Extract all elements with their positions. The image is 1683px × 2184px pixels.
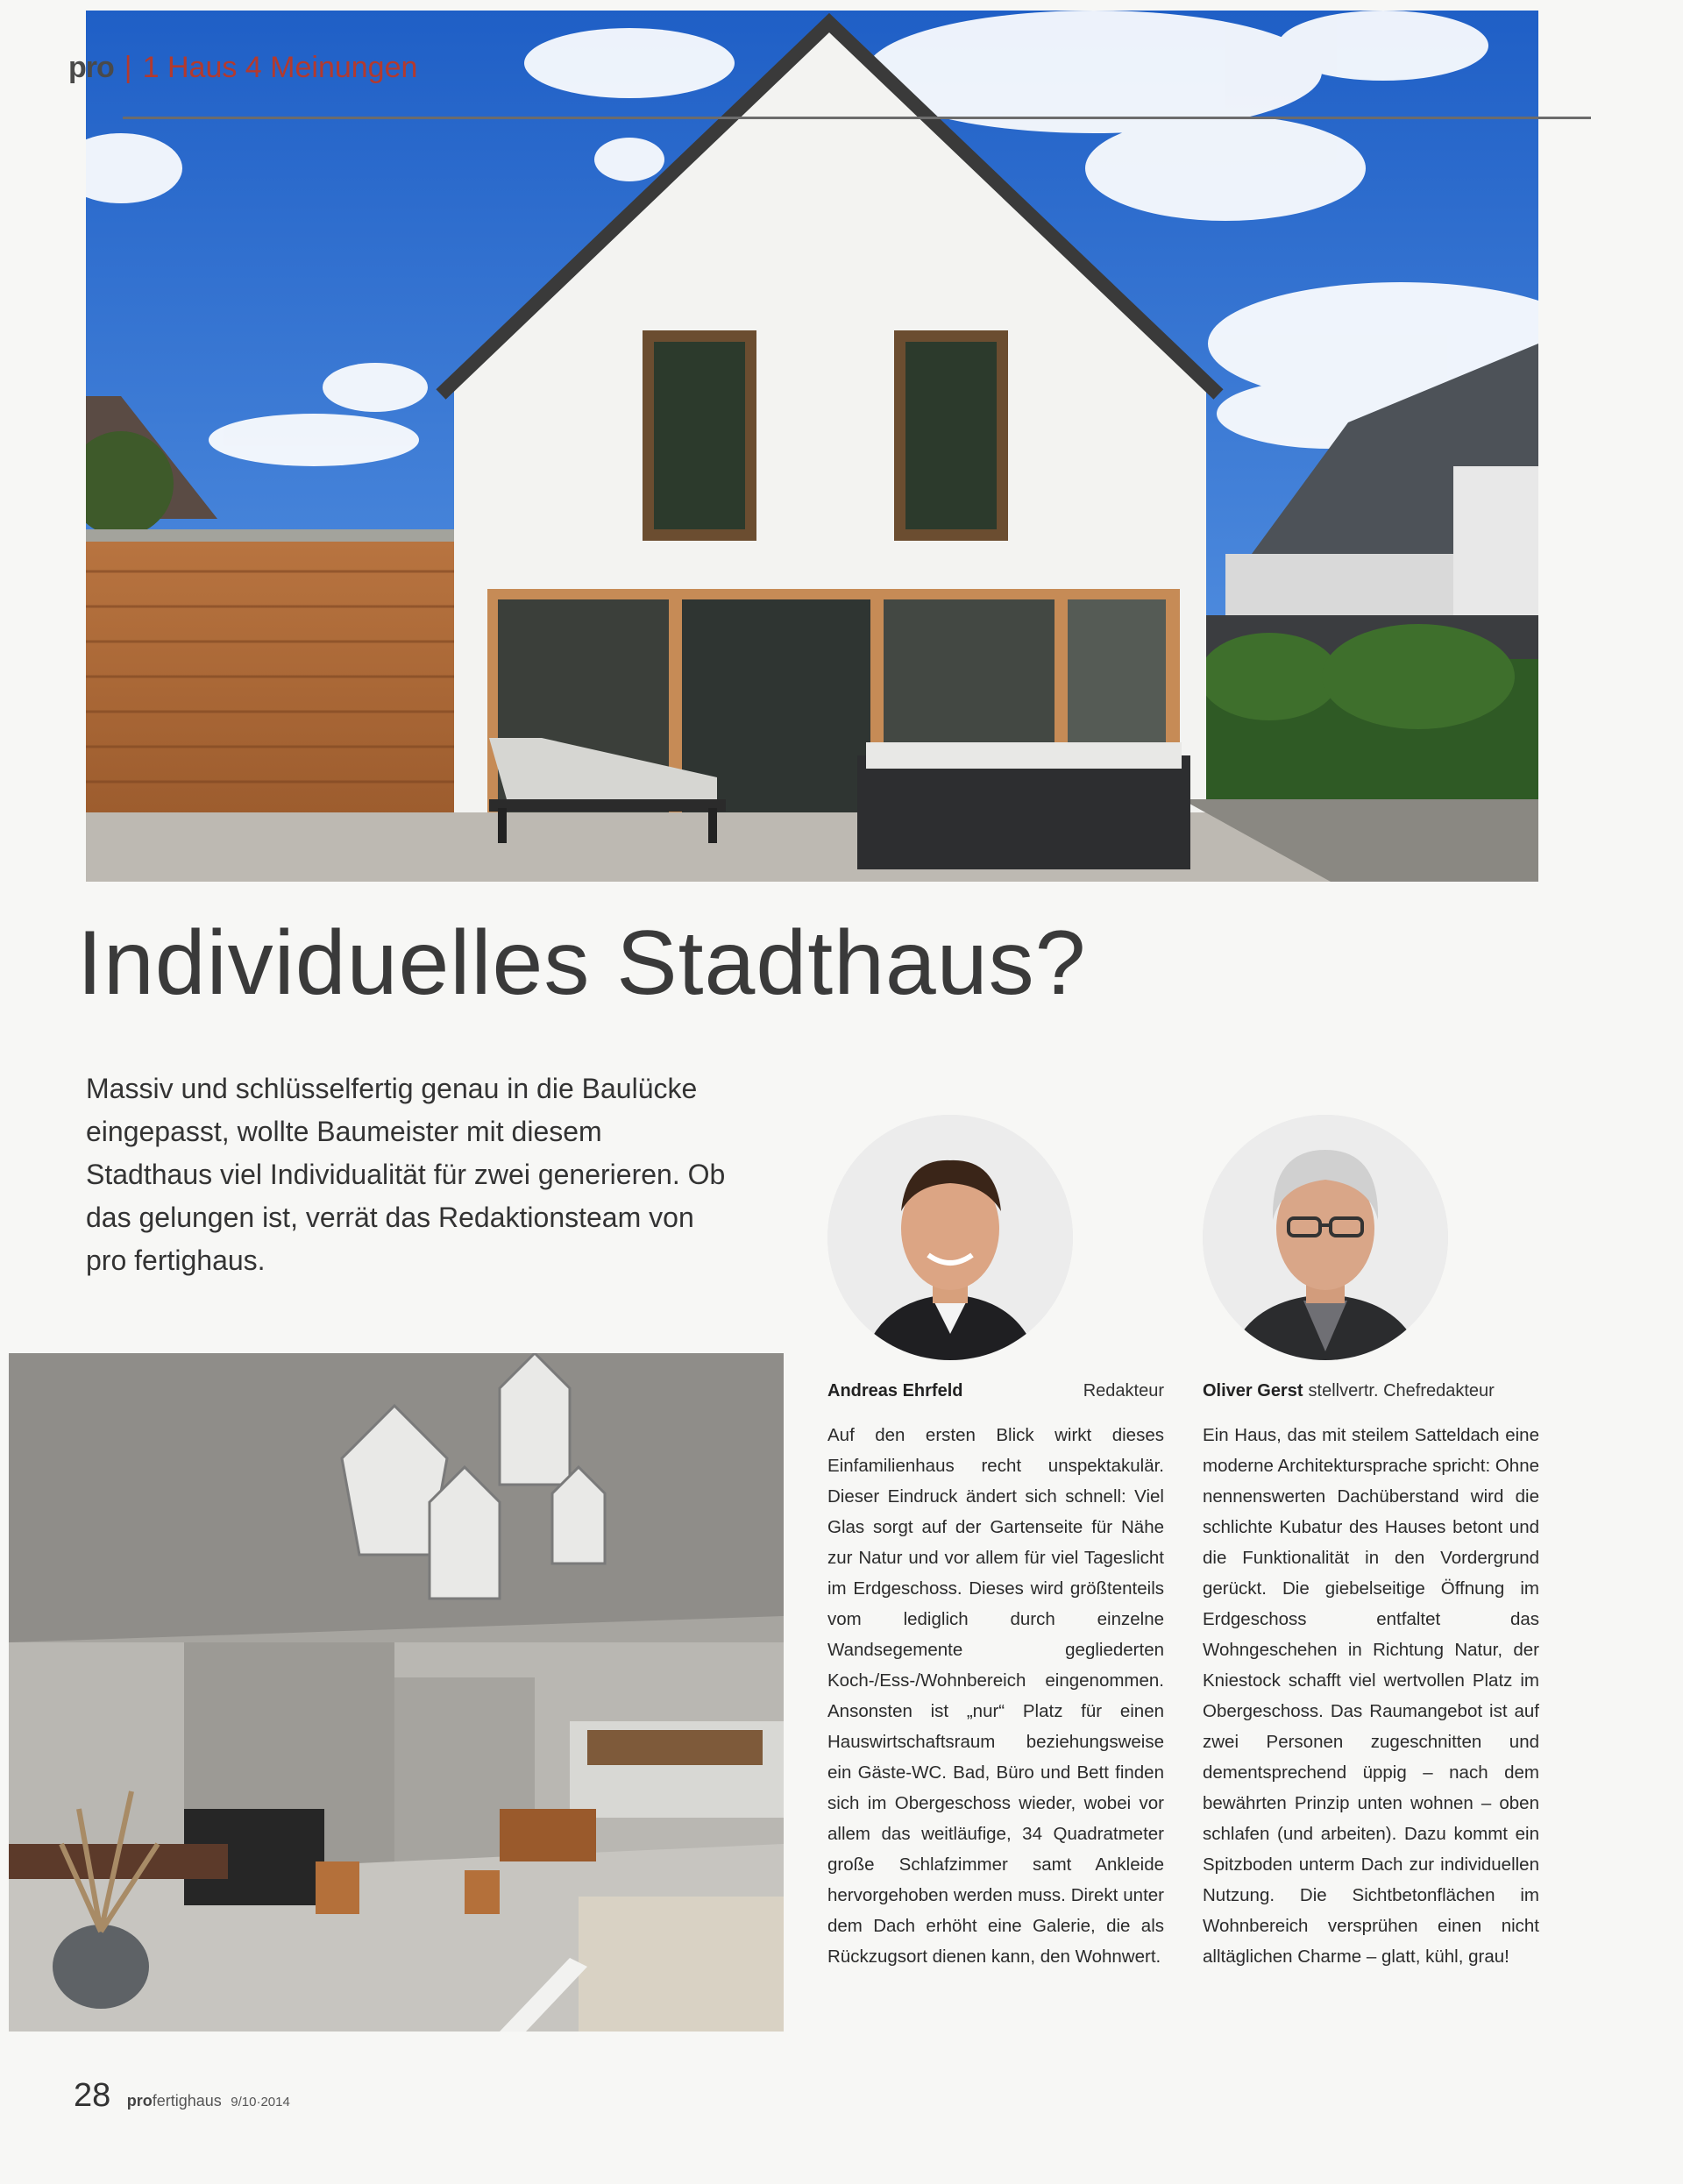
footer-brand <box>127 2092 222 2110</box>
interior-photo <box>9 1353 784 2032</box>
living-room-image <box>9 1353 784 2032</box>
footer-issue: 9/10·2014 <box>231 2095 290 2110</box>
author-role: Redakteur <box>1083 1381 1164 1400</box>
intro-paragraph: Massiv und schlüsselfertig genau in die Baulücke eingepasst, wollte Baumeister mit diesem Stadthaus viel Individualität für zwei generieren. Ob das gelungen ist, verrät das Redaktionsteam von pro fertighaus. <box>86 1073 726 1276</box>
author-byline-2 <box>1203 1381 1539 1401</box>
footer-brand-rest: fertighaus <box>152 2092 222 2110</box>
opinion-text-1: Auf den ersten Blick wirkt dieses Einfamilienhaus recht unspektakulär. Dieser Eindruck ändert sich schnell: Viel Glas sorgt auf der Gartenseite für Nähe zur Natur und vor allem für viel Tageslicht im Erdgeschoss. Dieses wird größtenteils vom lediglich durch einzelne Wandsegemente gegliederten Koch-/Ess-/Wohnbereich eingenommen. Ansonsten ist „nur“ Platz für einen Hauswirtschaftsraum beziehungsweise ein Gäste-WC. Bad, Büro und Bett finden sich im Obergeschoss wieder, wobei vor allem das weitläufige, 34 Quadratmeter große Schlafzimmer samt Ankleide hervorgehoben werden muss. Direkt unter dem Dach erhöht eine Galerie, die als Rückzugsort dienen kann, den Wohnwert. <box>827 1425 1164 1967</box>
author-name: Oliver Gerst <box>1203 1381 1303 1400</box>
house-exterior-image <box>86 11 1538 882</box>
person-photo-1 <box>827 1115 1073 1360</box>
section-title: 1 Haus 4 Meinungen <box>142 51 418 84</box>
page-number: 28 <box>74 2077 111 2114</box>
opinion-text-2: Ein Haus, das mit steilem Satteldach eine moderne Architektursprache spricht: Ohne nennenswerten Dachüberstand wird die schlichte Kubatur des Hauses betont und die Funktionalität in den Vordergrund gerückt. Die giebelseitige Öffnung im Erdgeschoss entfaltet das Wohngeschehen in Richtung Natur, der Kniestock schafft viel wertvollen Platz im Obergeschoss. Das Raumangebot ist auf zwei Personen zugeschnitten und dementsprechend üppig – nach dem bewährten Prinzip unten wohnen – oben schlafen (und arbeiten). Dazu kommt ein Spitzboden unterm Dach zur individuellen Nutzung. Die Sichtbetonflächen im Wohnbereich versprühen einen nicht alltäglichen Charme – glatt, kühl, grau! <box>1203 1425 1539 1967</box>
page-footer <box>74 2077 290 2115</box>
author-role: stellvertr. Chefredakteur <box>1308 1381 1495 1400</box>
page-title: Individuelles Stadthaus? <box>77 912 1087 1014</box>
author-portrait-gerst <box>1203 1115 1448 1360</box>
author-byline-1 <box>827 1381 1164 1401</box>
hero-photo <box>86 11 1538 882</box>
footer-brand-bold: pro <box>126 2092 153 2110</box>
header-rule <box>123 117 1591 119</box>
header-brand: pro <box>68 51 114 84</box>
header-separator: | <box>124 51 132 84</box>
author-name: Andreas Ehrfeld <box>827 1381 963 1400</box>
section-header <box>68 51 417 85</box>
person-photo-2 <box>1203 1115 1448 1360</box>
author-portrait-ehrfeld <box>827 1115 1073 1360</box>
